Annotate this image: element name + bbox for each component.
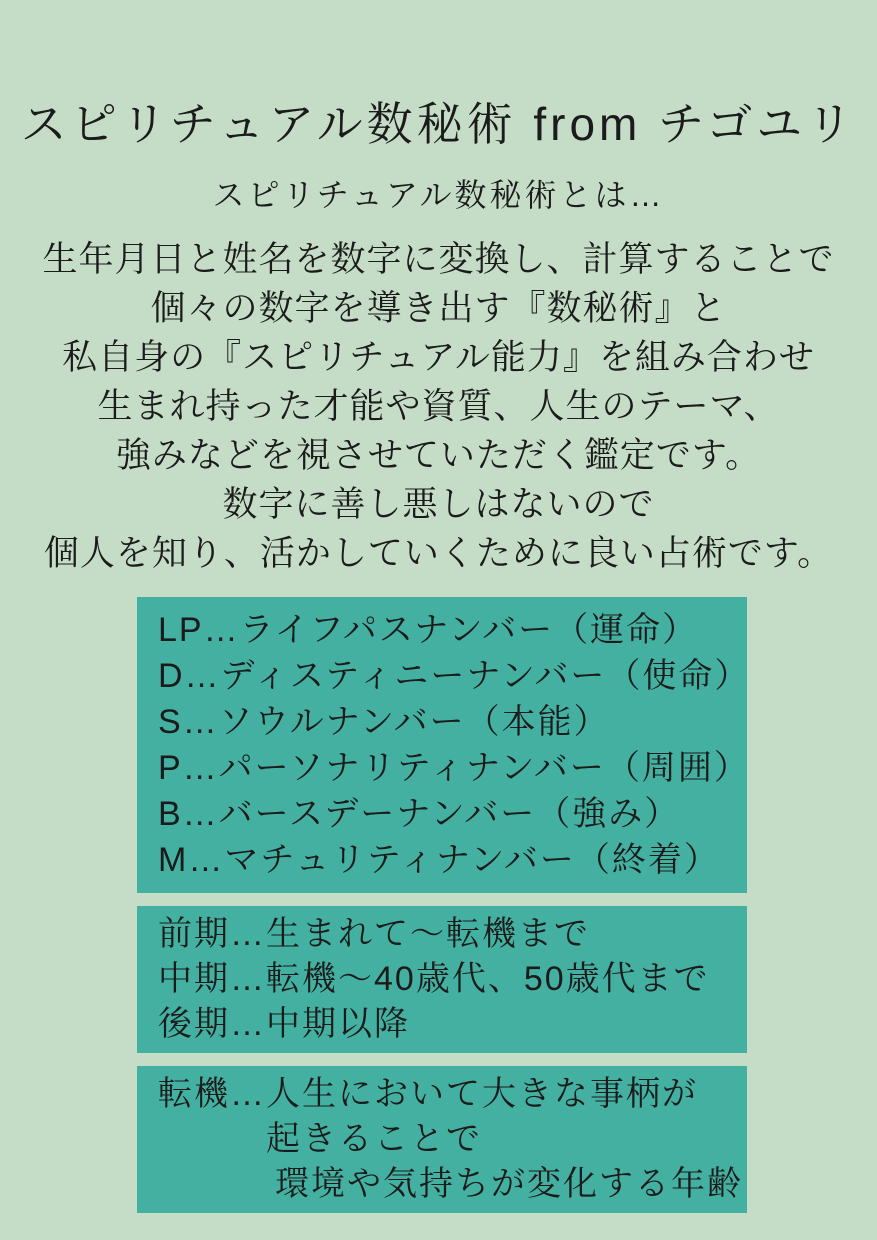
tenki-line: 転機…人生において大きな事柄が: [158, 1075, 698, 1113]
life-period-legend-panel: [137, 906, 747, 1053]
period-line: 中期…転機～40歳代、50歳代まで: [158, 960, 710, 998]
intro-line: 生年月日と姓名を数字に変換し、計算することで: [42, 240, 835, 279]
period-line: 前期…生まれて～転機まで: [158, 915, 590, 953]
legend-line: M…マチュリティナンバー（終着）: [158, 841, 720, 879]
intro-line: 数字に善し悪しはないので: [222, 485, 655, 524]
legend-line: B…バースデーナンバー（強み）: [158, 795, 681, 833]
tenki-line: 環境や気持ちが変化する年齢: [275, 1165, 743, 1203]
number-abbreviation-legend-panel: [137, 597, 751, 893]
intro-line: 個人を知り、活かしていくために良い占術です。: [43, 534, 834, 573]
info-panels: [137, 597, 751, 1226]
intro-line: 強みなどを視させていただく鑑定です。: [115, 436, 762, 475]
intro-line: 個々の数字を導き出す『数秘術』と: [150, 289, 727, 328]
legend-line: P…パーソナリティナンバー（周囲）: [158, 749, 750, 787]
legend-line: LP…ライフパスナンバー（運命）: [158, 611, 699, 649]
intro-line: 私自身の『スピリチュアル能力』を組み合わせ: [62, 338, 815, 377]
legend-line: D…ディスティニーナンバー（使命）: [158, 657, 751, 695]
page-subtitle: スピリチュアル数秘術とは…: [212, 177, 665, 213]
legend-line: S…ソウルナンバー（本能）: [158, 703, 610, 741]
tenki-line: 起きることで: [266, 1120, 482, 1158]
tenki-definition-panel: [137, 1066, 747, 1213]
period-line: 後期…中期以降: [158, 1005, 410, 1043]
page-title: スピリチュアル数秘術 from チゴユリ: [20, 98, 857, 150]
intro-paragraph: [0, 235, 877, 578]
intro-line: 生まれ持った才能や資質、人生のテーマ、: [97, 387, 780, 426]
